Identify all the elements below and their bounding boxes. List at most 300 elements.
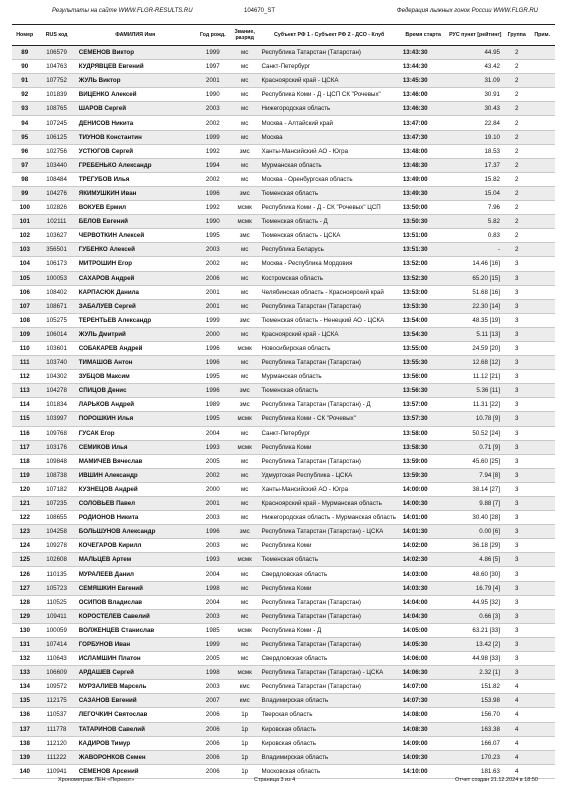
cell-start-time: 14:06:00 [400,652,447,666]
cell-note [529,74,555,88]
cell-team-region: Тюменская область - Д [259,215,400,229]
cell-bib-number: 130 [12,623,38,637]
table-row [12,609,555,623]
cell-start-time: 14:01:00 [400,511,447,525]
cell-note [529,426,555,440]
cell-athlete-name: СОЛОВЬЕВ Павел [76,497,195,511]
cell-note [529,130,555,144]
cell-group: 3 [504,468,530,482]
cell-team-region: Республика Коми - Д [259,623,400,637]
cell-note [529,708,555,722]
cell-rank: мсмк [231,440,259,454]
timing-credit: Хронометраж ЛЕН «Перекот» [58,777,135,783]
cell-team-region: Красноярский край - ЦСКА [259,74,400,88]
cell-team-region: Республика Коми [259,539,400,553]
cell-note [529,539,555,553]
cell-team-region: Кировская область [259,736,400,750]
cell-athlete-name: ТРЕГУБОВ Илья [76,172,195,186]
cell-group: 3 [504,257,530,271]
cell-team-region: Республика Татарстан (Татарстан) [259,46,400,60]
cell-start-time: 13:50:00 [400,201,447,215]
cell-group: 3 [504,370,530,384]
table-row [12,46,555,60]
cell-athlete-name: ТИУНОВ Константин [76,130,195,144]
cell-group: 3 [504,482,530,496]
table-row [12,511,555,525]
table-row [12,186,555,200]
cell-team-region: Тюменская область [259,186,400,200]
cell-birth-year: 2002 [195,172,231,186]
cell-rus-code: 103176 [38,440,76,454]
cell-rus-code: 110643 [38,652,76,666]
cell-group: 3 [504,440,530,454]
cell-rus-code: 105723 [38,581,76,595]
table-row [12,215,555,229]
cell-rus-code: 109572 [38,680,76,694]
cell-rus-points: 13.42 [2] [447,637,504,651]
cell-birth-year: 2005 [195,652,231,666]
cell-birth-year: 1996 [195,341,231,355]
cell-athlete-name: СОБАКАРЕВ Андрей [76,341,195,355]
cell-birth-year: 1999 [195,130,231,144]
cell-note [529,229,555,243]
cell-birth-year: 2003 [195,539,231,553]
cell-start-time: 13:47:00 [400,116,447,130]
cell-note [529,201,555,215]
cell-rank: мс [231,271,259,285]
cell-athlete-name: ТЕРЕНТЬЕВ Александр [76,313,195,327]
cell-team-region: Тюменская область [259,553,400,567]
cell-birth-year: 2006 [195,271,231,285]
cell-start-time: 13:49:30 [400,186,447,200]
cell-birth-year: 1998 [195,581,231,595]
table-row [12,74,555,88]
report-timestamp: Отчет создан 21.12.2024 в 18:50 [455,777,538,783]
table-row [12,299,555,313]
cell-birth-year: 2003 [195,243,231,257]
cell-rank: мс [231,482,259,496]
cell-birth-year: 1990 [195,215,231,229]
cell-team-region: Москва - Оренбургская область [259,172,400,186]
cell-bib-number: 124 [12,539,38,553]
cell-group: 3 [504,356,530,370]
cell-rus-points: 9.88 [7] [447,497,504,511]
cell-athlete-name: ТАТАРИНОВ Савелий [76,722,195,736]
cell-rus-points: 31.09 [447,74,504,88]
cell-note [529,722,555,736]
cell-team-region: Тверская область [259,708,400,722]
table-row [12,102,555,116]
cell-athlete-name: СЕМЕНОВ Виктор [76,46,195,60]
cell-note [529,609,555,623]
cell-note [529,257,555,271]
cell-note [529,637,555,651]
cell-birth-year: 1999 [195,46,231,60]
cell-rus-points: 11.12 [21] [447,370,504,384]
cell-start-time: 13:49:00 [400,172,447,186]
cell-rus-code: 103740 [38,356,76,370]
cell-start-time: 14:02:30 [400,553,447,567]
cell-rus-points: 163.38 [447,722,504,736]
cell-bib-number: 102 [12,229,38,243]
cell-athlete-name: БОЛЬШУНОВ Александр [76,525,195,539]
cell-bib-number: 96 [12,144,38,158]
cell-rank: мс [231,454,259,468]
cell-group: 2 [504,130,530,144]
cell-group: 3 [504,426,530,440]
cell-group: 3 [504,539,530,553]
cell-group: 2 [504,201,530,215]
col-header-group: Группа [504,25,530,46]
cell-team-region: Республика Коми [259,581,400,595]
cell-athlete-name: МУРЗАЛИЕВ Марсель [76,680,195,694]
cell-rank: 1р [231,722,259,736]
cell-rank: мс [231,468,259,482]
cell-rus-points: 170.23 [447,750,504,764]
cell-note [529,736,555,750]
cell-birth-year: 2003 [195,511,231,525]
cell-start-time: 14:09:00 [400,736,447,750]
cell-note [529,313,555,327]
cell-athlete-name: МИТРОШИН Егор [76,257,195,271]
cell-rus-code: 103627 [38,229,76,243]
cell-note [529,144,555,158]
cell-start-time: 14:04:00 [400,595,447,609]
cell-team-region: Владимирская область [259,750,400,764]
cell-birth-year: 1995 [195,370,231,384]
cell-rank: мсмк [231,553,259,567]
cell-group: 3 [504,581,530,595]
cell-bib-number: 119 [12,468,38,482]
cell-rus-code: 106609 [38,666,76,680]
cell-rank: мс [231,74,259,88]
cell-team-region: Санкт-Петербург [259,60,400,74]
cell-rus-code: 108765 [38,102,76,116]
cell-team-region: Республика Коми [259,440,400,454]
cell-team-region: Республика Татарстан (Татарстан) [259,609,400,623]
cell-start-time: 14:05:30 [400,637,447,651]
cell-athlete-name: МАЛЬЦЕВ Артем [76,553,195,567]
cell-group: 3 [504,567,530,581]
cell-start-time: 14:05:00 [400,623,447,637]
cell-athlete-name: КУДРЯВЦЕВ Евгений [76,60,195,74]
cell-group: 3 [504,666,530,680]
table-row [12,201,555,215]
col-header-year: Год рожд. [195,25,231,46]
cell-athlete-name: ГУСАК Егор [76,426,195,440]
cell-rus-points: 153.98 [447,694,504,708]
table-row [12,384,555,398]
cell-athlete-name: ЖУЛЬ Виктор [76,74,195,88]
cell-start-time: 13:50:30 [400,215,447,229]
cell-team-region: Мурманская область [259,158,400,172]
cell-rus-points: 17.37 [447,158,504,172]
cell-bib-number: 115 [12,412,38,426]
cell-rus-points: 44.95 [32] [447,595,504,609]
cell-athlete-name: ЗАБАЛУЕВ Сергей [76,299,195,313]
cell-birth-year: 1994 [195,158,231,172]
cell-rus-code: 107245 [38,116,76,130]
cell-rus-points: 7.96 [447,201,504,215]
cell-note [529,158,555,172]
table-row [12,229,555,243]
cell-team-region: Ханты-Мансийский АО - Югра [259,482,400,496]
col-header-team: Субъект РФ 1 - Субъект РФ 2 - ДСО - Клуб [259,25,400,46]
cell-rus-code: 108738 [38,468,76,482]
cell-rus-code: 109768 [38,426,76,440]
cell-birth-year: 1985 [195,623,231,637]
cell-start-time: 14:08:00 [400,708,447,722]
cell-rank: змс [231,144,259,158]
cell-note [529,243,555,257]
cell-rank: мс [231,356,259,370]
cell-start-time: 14:03:00 [400,567,447,581]
cell-rus-points: 0.83 [447,229,504,243]
cell-rus-points: 181.63 [447,764,504,778]
cell-start-time: 13:59:30 [400,468,447,482]
cell-team-region: Кировская область [259,722,400,736]
cell-rank: мс [231,285,259,299]
cell-team-region: Санкт-Петербург [259,426,400,440]
federation-site-link[interactable]: Федерация лыжных гонок России WWW.FLGR.RU [396,8,538,14]
cell-rus-points: 0.71 [9] [447,440,504,454]
cell-rus-points: 48.60 [30] [447,567,504,581]
cell-bib-number: 105 [12,271,38,285]
cell-team-region: Республика Коми - СК "Рочевых" [259,412,400,426]
cell-start-time: 14:07:00 [400,680,447,694]
cell-start-time: 14:00:00 [400,482,447,496]
cell-bib-number: 92 [12,88,38,102]
cell-rus-code: 102826 [38,201,76,215]
cell-start-time: 13:52:00 [400,257,447,271]
table-row [12,567,555,581]
table-row [12,454,555,468]
cell-note [529,285,555,299]
cell-bib-number: 132 [12,652,38,666]
cell-rus-points: 43.42 [447,60,504,74]
cell-rus-code: 101839 [38,88,76,102]
cell-rank: мс [231,130,259,144]
cell-note [529,412,555,426]
cell-rank: 1р [231,750,259,764]
cell-bib-number: 112 [12,370,38,384]
cell-rank: мсмк [231,412,259,426]
cell-birth-year: 1990 [195,88,231,102]
cell-bib-number: 100 [12,201,38,215]
cell-rus-code: 107235 [38,497,76,511]
cell-birth-year: 2005 [195,454,231,468]
cell-rank: змс [231,186,259,200]
table-header-row [12,25,555,46]
cell-rank: мсмк [231,341,259,355]
cell-birth-year: 2004 [195,595,231,609]
cell-note [529,271,555,285]
cell-rank: мс [231,158,259,172]
col-header-number: Номер [12,25,38,46]
cell-rus-code: 108484 [38,172,76,186]
cell-bib-number: 110 [12,341,38,355]
cell-rank: мс [231,46,259,60]
cell-rus-points: 5.36 [11] [447,384,504,398]
cell-rus-points: 36.18 [29] [447,539,504,553]
cell-team-region: Свердловская область [259,652,400,666]
cell-athlete-name: ЗУБЦОВ Максим [76,370,195,384]
cell-athlete-name: СЕМЯШКИН Евгений [76,581,195,595]
cell-birth-year: 1993 [195,553,231,567]
cell-note [529,327,555,341]
cell-start-time: 13:54:30 [400,327,447,341]
cell-start-time: 14:03:30 [400,581,447,595]
cell-note [529,525,555,539]
table-row [12,623,555,637]
cell-start-time: 14:01:30 [400,525,447,539]
cell-athlete-name: СЕМЕНОВ Арсений [76,764,195,778]
cell-rus-points: 48.35 [19] [447,313,504,327]
cell-birth-year: 2006 [195,722,231,736]
cell-group: 3 [504,398,530,412]
cell-athlete-name: ГРЕБЕНЬКО Александр [76,158,195,172]
cell-bib-number: 128 [12,595,38,609]
cell-bib-number: 114 [12,398,38,412]
cell-rus-code: 103440 [38,158,76,172]
cell-start-time: 13:55:30 [400,356,447,370]
cell-rus-code: 104258 [38,525,76,539]
cell-note [529,511,555,525]
cell-rank: мсмк [231,623,259,637]
table-row [12,595,555,609]
cell-bib-number: 89 [12,46,38,60]
table-row [12,130,555,144]
cell-group: 2 [504,60,530,74]
cell-note [529,694,555,708]
cell-athlete-name: ШАРОВ Сергей [76,102,195,116]
cell-rank: змс [231,398,259,412]
table-row [12,525,555,539]
cell-note [529,482,555,496]
cell-team-region: Удмуртская Республика - ЦСКА [259,468,400,482]
table-row [12,553,555,567]
cell-athlete-name: ОСИПОВ Владислав [76,595,195,609]
cell-group: 3 [504,497,530,511]
cell-bib-number: 99 [12,186,38,200]
cell-birth-year: 2006 [195,708,231,722]
cell-start-time: 13:58:30 [400,440,447,454]
cell-group: 2 [504,74,530,88]
cell-athlete-name: МУРАЛЕЕВ Данил [76,567,195,581]
cell-birth-year: 2004 [195,567,231,581]
cell-rus-code: 110525 [38,595,76,609]
cell-group: 3 [504,271,530,285]
cell-rus-points: 2.32 [1] [447,666,504,680]
cell-rus-code: 109278 [38,539,76,553]
cell-rus-points: 18.53 [447,144,504,158]
cell-rus-code: 111222 [38,750,76,764]
cell-rus-points: 44.98 [33] [447,652,504,666]
cell-bib-number: 106 [12,285,38,299]
cell-rank: мс [231,637,259,651]
cell-rank: змс [231,525,259,539]
cell-rus-points: 14.46 [16] [447,257,504,271]
cell-athlete-name: ЯКИМУШКИН Иван [76,186,195,200]
cell-team-region: Красноярский край - Мурманская область [259,497,400,511]
cell-bib-number: 126 [12,567,38,581]
document-id: 104670_ST [244,8,276,14]
cell-group: 3 [504,384,530,398]
cell-birth-year: 1992 [195,144,231,158]
cell-athlete-name: РОДИОНОВ Никита [76,511,195,525]
cell-rus-points: 65.20 [15] [447,271,504,285]
cell-start-time: 14:06:30 [400,666,447,680]
cell-birth-year: 2002 [195,468,231,482]
cell-rus-code: 102608 [38,553,76,567]
cell-rus-code: 106173 [38,257,76,271]
cell-bib-number: 109 [12,327,38,341]
table-row [12,243,555,257]
cell-rus-points: 50.52 [24] [447,426,504,440]
cell-athlete-name: КАДИРОВ Тимур [76,736,195,750]
cell-rus-points: 166.07 [447,736,504,750]
col-header-rus-code: RUS код [38,25,76,46]
cell-rus-points: 7.94 [8] [447,468,504,482]
col-header-rus-points: РУС пункт [рейтинг] [447,25,504,46]
cell-start-time: 13:56:00 [400,370,447,384]
table-row [12,412,555,426]
table-row [12,468,555,482]
cell-rank: 1р [231,764,259,778]
cell-group: 3 [504,412,530,426]
table-row [12,482,555,496]
cell-rus-points: 16.79 [4] [447,581,504,595]
cell-start-time: 13:47:30 [400,130,447,144]
cell-birth-year: 2006 [195,750,231,764]
cell-note [529,398,555,412]
cell-team-region: Республика Татарстан (Татарстан) [259,454,400,468]
cell-start-time: 13:48:30 [400,158,447,172]
cell-group: 4 [504,750,530,764]
cell-birth-year: 1989 [195,398,231,412]
cell-birth-year: 1992 [195,201,231,215]
cell-bib-number: 108 [12,313,38,327]
cell-rus-points: 30.40 [28] [447,511,504,525]
cell-team-region: Красноярский край - ЦСКА [259,327,400,341]
cell-group: 2 [504,243,530,257]
cell-team-region: Республика Татарстан (Татарстан) [259,680,400,694]
cell-team-region: Москва - Алтайский край [259,116,400,130]
cell-group: 2 [504,215,530,229]
table-row [12,708,555,722]
cell-birth-year: 2003 [195,680,231,694]
cell-start-time: 13:43:30 [400,46,447,60]
cell-birth-year: 2001 [195,497,231,511]
cell-athlete-name: УСТЮГОВ Сергей [76,144,195,158]
cell-athlete-name: ИВШИН Александр [76,468,195,482]
cell-rus-code: 110537 [38,708,76,722]
cell-rus-points: 51.68 [16] [447,285,504,299]
cell-rus-code: 107182 [38,482,76,496]
results-site-link[interactable]: Результаты на сайте WWW.FLGR-RESULTS.RU [52,8,193,14]
cell-rank: кмс [231,694,259,708]
cell-rus-points: 30.43 [447,102,504,116]
cell-rus-points: 22.30 [14] [447,299,504,313]
cell-team-region: Тюменская область - ЦСКА [259,229,400,243]
cell-athlete-name: ДЕНИСОВ Никита [76,116,195,130]
cell-start-time: 13:54:00 [400,313,447,327]
table-row [12,172,555,186]
cell-rank: мс [231,511,259,525]
cell-rus-code: 111778 [38,722,76,736]
cell-rus-points: 4.86 [5] [447,553,504,567]
cell-group: 3 [504,637,530,651]
